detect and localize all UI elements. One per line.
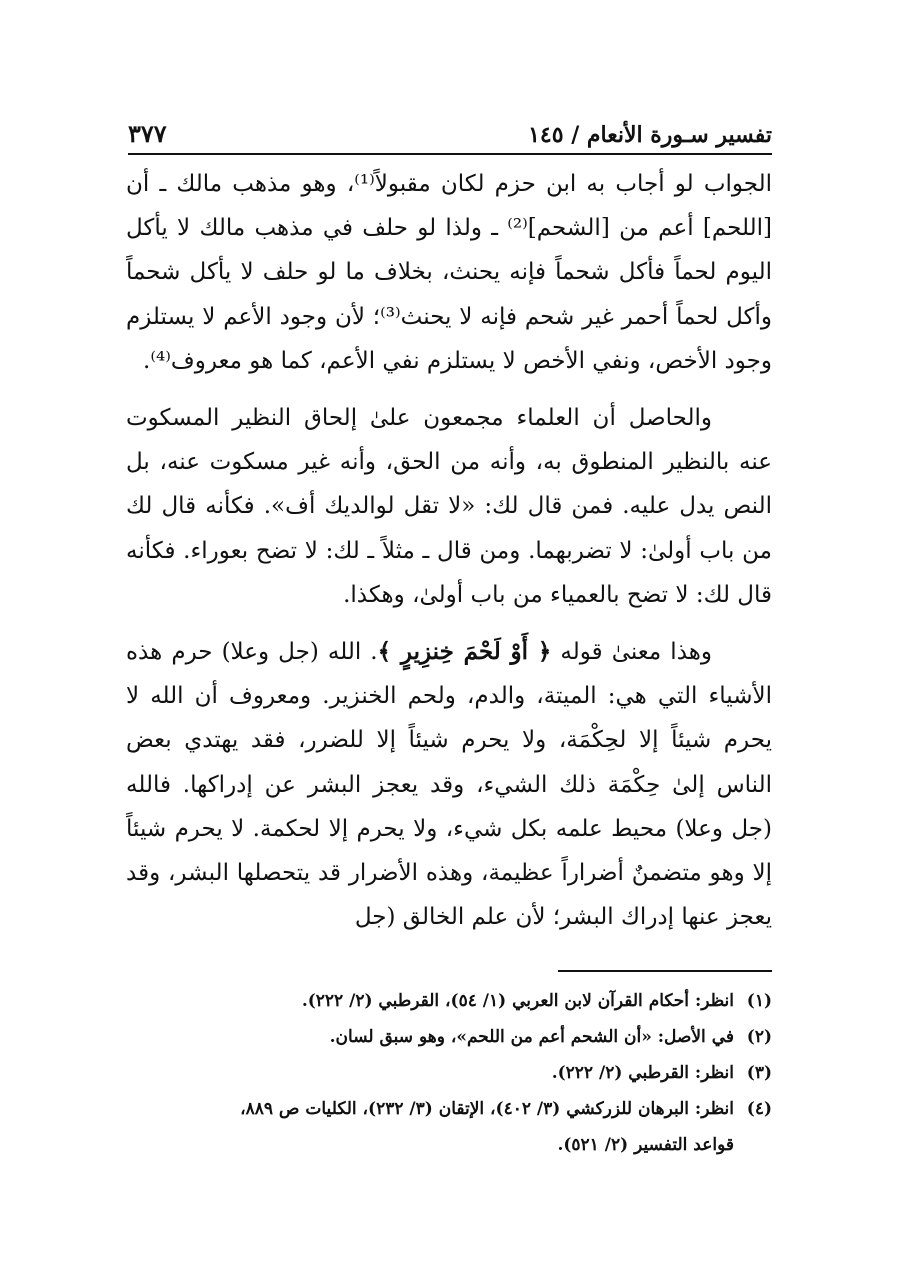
main-text xyxy=(126,162,772,939)
footnote-number: (١) xyxy=(746,991,772,1011)
paragraph-3-lead: وهذا معنىٰ قوله xyxy=(551,639,713,666)
footnote-text: انظر: أحكام القرآن لابن العربي (١/ ٥٤)، القرطبي (٢/ ٢٢٢). xyxy=(301,991,734,1011)
footnote-rule xyxy=(558,970,772,972)
footnote-number: (٤) xyxy=(746,1099,772,1119)
footnote-3 xyxy=(126,1055,772,1091)
footnote-1 xyxy=(126,983,772,1019)
running-title: تفسير سـورة الأنعام / ١٤٥ xyxy=(528,122,772,148)
paragraph-1: الجواب لو أجاب به ابن حزم لكان مقبولاً⁽¹⁾، وهو مذهب مالك ـ أن [اللحم] أعم من [الشحم]⁽²⁾ ـ ولذا لو حلف في مذهب مالك لا يأكل اليوم لحماً فأكل شحماً فإنه يحنث، بخلاف ما لو حلف لا يأكل شحماً وأكل لحماً أحمر غير شحم فإنه لا يحنث⁽³⁾؛ لأن وجود الأعم لا يستلزم وجود الأخص، ونفي الأخص لا يستلزم نفي الأعم، كما هو معروف⁽⁴⁾. xyxy=(126,171,773,374)
paragraph-3 xyxy=(126,630,772,939)
paragraph-3-rest: . الله (جل وعلا) حرم هذه الأشياء التي هي: الميتة، والدم، ولحم الخنزير. ومعروف أن الله لا يحرم شيئاً إلا لحِكْمَة، ولا يحرم شيئاً إلا للضرر، فقد يهتدي بعض الناس إلىٰ حِكْمَة ذلك الشيء، وقد يعجز البشر عن إدراكها. فالله (جل وعلا) محيط علمه بكل شيء، ولا يحرم إلا لحكمة. لا يحرم شيئاً إلا وهو متضمنٌ أضراراً عظيمة، وهذه الأضرار قد يتحصلها البشر، وقد يعجز عنها إدراك البشر؛ لأن علم الخالق (جل xyxy=(126,639,772,931)
page-header xyxy=(128,108,772,148)
footnote-text: انظر: البرهان للزركشي (٣/ ٤٠٢)، الإتقان (٣/ ٢٣٢)، الكليات ص ٨٨٩، xyxy=(240,1099,734,1119)
header-rule xyxy=(128,153,772,155)
footnotes xyxy=(126,983,772,1163)
page-number: ٣٧٧ xyxy=(128,119,167,148)
footnote-text: انظر: القرطبي (٢/ ٢٢٢). xyxy=(551,1063,734,1083)
footnote-text: في الأصل: «أن الشحم أعم من اللحم»، وهو سبق لسان. xyxy=(329,1027,734,1047)
footnote-number: (٢) xyxy=(746,1027,772,1047)
footnote-4 xyxy=(126,1091,772,1163)
footnote-number: (٣) xyxy=(746,1063,772,1083)
paragraph-2: والحاصل أن العلماء مجمعون علىٰ إلحاق النظير المسكوت عنه بالنظير المنطوق به، وأنه من الحق، وأنه غير مسكوت عنه، بل النص يدل عليه. فمن قال لك: «لا تقل لوالديك أف». فكأنه قال لك من باب أولىٰ: لا تضربهما. ومن قال ـ مثلاً ـ لك: لا تضح بعوراء. فكأنه قال لك: لا تضح بالعمياء من باب أولىٰ، وهكذا. xyxy=(126,405,772,608)
footnote-2 xyxy=(126,1019,772,1055)
quran-verse: ﴿ أَوْ لَحْمَ خِنزِيرٍ ﴾ xyxy=(377,638,552,666)
footnote-text-continued: قواعد التفسير (٢/ ٥٢١). xyxy=(557,1135,734,1155)
